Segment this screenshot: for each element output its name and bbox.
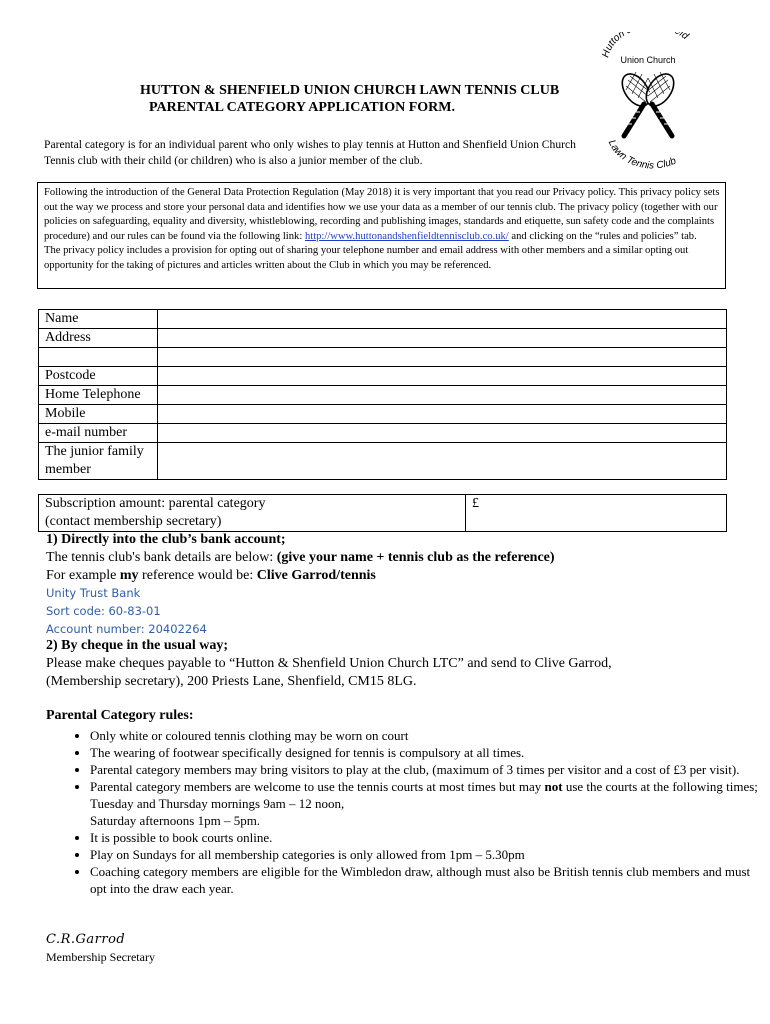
table-row xyxy=(39,367,727,386)
signature-role: Membership Secretary xyxy=(46,950,155,964)
address-line2-field[interactable] xyxy=(158,348,727,367)
subscription-note: (contact membership secretary) xyxy=(45,514,222,529)
rule4-rest: use the courts at the following times; Tuesday and Thursday mornings 9am – 12 noon, xyxy=(90,779,758,811)
payment-option2-heading: 2) By cheque in the usual way; xyxy=(46,638,229,653)
table-row xyxy=(39,443,727,480)
list-item xyxy=(90,778,770,829)
svg-text:Lawn Tennis Club xyxy=(606,138,679,171)
applicant-details-table xyxy=(38,309,727,480)
reference-instruction: (give your name + tennis club as the reference) xyxy=(276,550,555,565)
field-label-home-telephone: Home Telephone xyxy=(39,386,158,405)
list-item: • The wearing of footwear specifically designed for tennis is compulsory at all times. xyxy=(90,744,770,761)
form-title-line1: HUTTON & SHENFIELD UNION CHURCH LAWN TENNIS CLUB xyxy=(140,83,560,98)
field-label-junior-member: The junior family member xyxy=(39,443,158,480)
sort-code: Sort code: 60-83-01 xyxy=(46,604,161,618)
privacy-opt-out-text: The privacy policy includes a provision for opting out of sharing your telephone number and email address with other members and a similar opting out opportunity for the taking of pictures and articles written about the Club in which you may be referenced. xyxy=(44,245,689,271)
logo-arc-top: Hutton ld xyxy=(600,32,691,59)
currency-symbol: £ xyxy=(472,496,479,511)
example-mid: reference would be: xyxy=(138,568,257,583)
cheque-instruction-line2: (Membership secretary), 200 Priests Lane, Shenfield, CM15 8LG. xyxy=(46,674,417,689)
table-row xyxy=(39,348,727,367)
privacy-text: Following the introduction of the General Data Protection Regulation (May 2018) it is very important that you read our Privacy policy. This privacy policy sets out the way we process and store your personal data and identifies how we use your data as a member of our tennis club. The privacy policy (together with our policies on safeguarding, equality and diversity, whistleblowing, recording and publishing images, standards and etiquette, sun safety code and the complaints procedure) and our rules can be found via the following link: xyxy=(44,187,720,242)
privacy-text-after-link: and clicking on the “rules and policies” tab. xyxy=(508,230,697,242)
club-logo xyxy=(596,32,700,172)
email-field[interactable] xyxy=(158,424,727,443)
name-field[interactable] xyxy=(158,310,727,329)
table-row xyxy=(39,329,727,348)
table-row xyxy=(39,386,727,405)
rules-heading: Parental Category rules: xyxy=(46,708,194,723)
subscription-label-cell xyxy=(39,495,466,532)
cheque-instruction-line1: Please make cheques payable to “Hutton & Shenfield Union Church LTC” and send to Clive Garrod, xyxy=(46,656,612,671)
rule4-not: not xyxy=(544,779,563,794)
field-label-email: e-mail number xyxy=(39,424,158,443)
rule4-saturday: Saturday afternoons 1pm – 5pm. xyxy=(90,813,261,828)
bank-name: Unity Trust Bank xyxy=(46,586,141,600)
subscription-amount-field[interactable] xyxy=(466,495,727,532)
table-row xyxy=(39,405,727,424)
table-row xyxy=(39,495,727,532)
subscription-label: Subscription amount: parental category xyxy=(45,496,266,511)
mobile-field[interactable] xyxy=(158,405,727,424)
privacy-policy-link[interactable]: http://www.huttonandshenfieldtennisclub.co.uk/ xyxy=(304,230,509,242)
logo-middle-text: Union Church xyxy=(620,55,676,65)
table-row xyxy=(39,424,727,443)
example-my: my xyxy=(119,568,139,583)
table-row xyxy=(39,310,727,329)
field-label-mobile: Mobile xyxy=(39,405,158,424)
form-title-line2: PARENTAL CATEGORY APPLICATION FORM. xyxy=(149,100,455,115)
payment-option1-heading: 1) Directly into the club’s bank account; xyxy=(46,532,286,547)
list-item: • Play on Sundays for all membership categories is only allowed from 1pm – 5.30pm xyxy=(90,846,770,863)
field-label-postcode: Postcode xyxy=(39,367,158,386)
rule4-text: Parental category members are welcome to use the tennis courts at most times but may xyxy=(90,779,545,794)
list-item: • It is possible to book courts online. xyxy=(90,829,770,846)
list-item: • Only white or coloured tennis clothing may be worn on court xyxy=(90,727,770,744)
example-reference: Clive Garrod/tennis xyxy=(256,568,376,583)
intro-paragraph: Parental category is for an individual parent who only wishes to play tennis at Hutton and Shenfield Union Church Tennis club with their child (or children) who is also a junior member of the club. xyxy=(44,138,576,167)
subscription-table xyxy=(38,494,727,532)
bank-details-line xyxy=(46,549,555,567)
crossed-tennis-rackets-icon xyxy=(596,32,700,172)
example-reference-line xyxy=(46,567,376,585)
rules-list xyxy=(47,727,770,897)
field-label-address: Address xyxy=(39,329,158,348)
home-telephone-field[interactable] xyxy=(158,386,727,405)
example-prefix: For example xyxy=(46,568,120,583)
field-label-name: Name xyxy=(39,310,158,329)
list-item: • Coaching category members are eligible for the Wimbledon draw, although must also be British tennis club members and must opt into the draw each year. xyxy=(90,863,770,897)
logo-arc-bottom: Lawn Tennis Club xyxy=(605,138,678,172)
signature-name: C.R.Garrod xyxy=(46,932,126,947)
junior-member-field[interactable] xyxy=(158,443,727,480)
list-item: • Parental category members may bring visitors to play at the club, (maximum of 3 times per visitor and a cost of £3 per visit). xyxy=(90,761,770,778)
account-number: Account number: 20402264 xyxy=(46,622,207,636)
field-label-address2 xyxy=(39,348,158,367)
privacy-notice-box xyxy=(37,182,726,289)
bank-details-text: The tennis club's bank details are below: xyxy=(46,550,277,565)
address-field[interactable] xyxy=(158,329,727,348)
postcode-field[interactable] xyxy=(158,367,727,386)
